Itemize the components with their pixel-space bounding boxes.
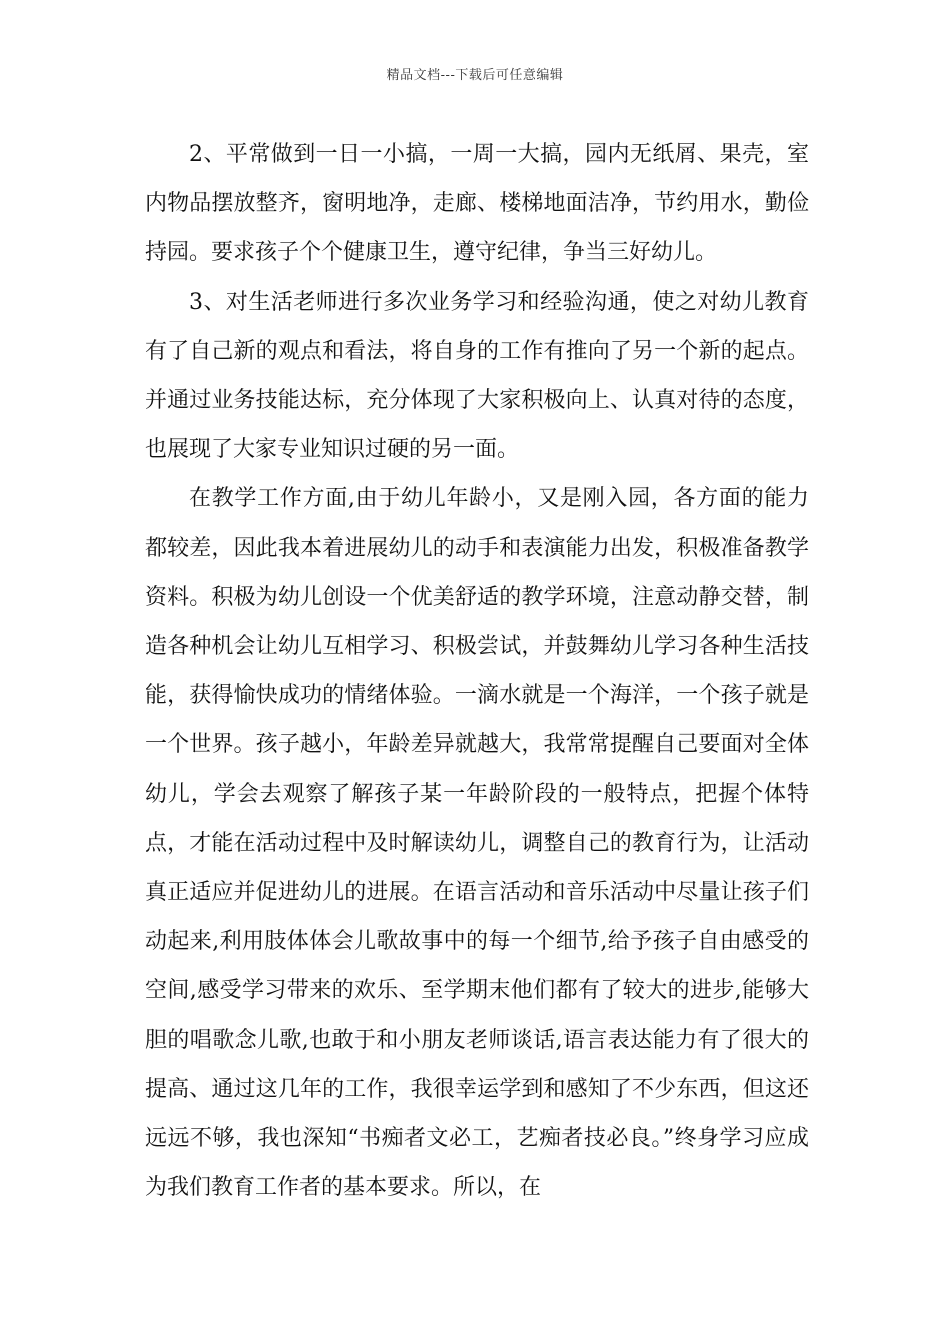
paragraph-3: 在教学工作方面,由于幼儿年龄小，又是刚入园，各方面的能力都较差，因此我本着进展幼儿的动手和表演能力出发，积极准备教学资料。积极为幼儿创设一个优美舒适的教学环境，注意动静交替，制造各种机会让幼儿互相学习、积极尝试，并鼓舞幼儿学习各种生活技能，获得愉快成功的情绪体验。一滴水就是一个海洋，一个孩子就是一个世界。孩子越小，年龄差异就越大，我常常提醒自己要面对全体幼儿，学会去观察了解孩子某一年龄阶段的一般特点，把握个体特点，才能在活动过程中及时解读幼儿，调整自己的教育行为，让活动真正适应并促进幼儿的进展。在语言活动和音乐活动中尽量让孩子们动起来,利用肢体体会儿歌故事中的每一个细节,给予孩子自由感受的空间,感受学习带来的欢乐、至学期末他们都有了较大的进步,能够大胆的唱歌念儿歌,也敢于和小朋友老师谈话,语言表达能力有了很大的提高、通过这几年的工作，我很幸运学到和感知了不少东西，但这还远远不够，我也深知“书痴者文必工，艺痴者技必良。”终身学习应成为我们教育工作者的基本要求。所以，在 bbox=[145, 486, 809, 1201]
document-body bbox=[145, 130, 809, 1212]
page-header: 精品文档---下载后可任意编辑 bbox=[386, 68, 564, 83]
paragraph-1: 2、平常做到一日一小搞，一周一大搞，园内无纸屑、果壳，室内物品摆放整齐，窗明地净，走廊、楼梯地面洁净，节约用水，勤俭持园。要求孩子个个健康卫生，遵守纪律，争当三好幼儿。 bbox=[145, 142, 809, 266]
paragraph-2: 3、对生活老师进行多次业务学习和经验沟通，使之对幼儿教育有了自己新的观点和看法，将自身的工作有推向了另一个新的起点。并通过业务技能达标，充分体现了大家积极向上、认真对待的态度，也展现了大家专业知识过硬的另一面。 bbox=[145, 289, 809, 463]
